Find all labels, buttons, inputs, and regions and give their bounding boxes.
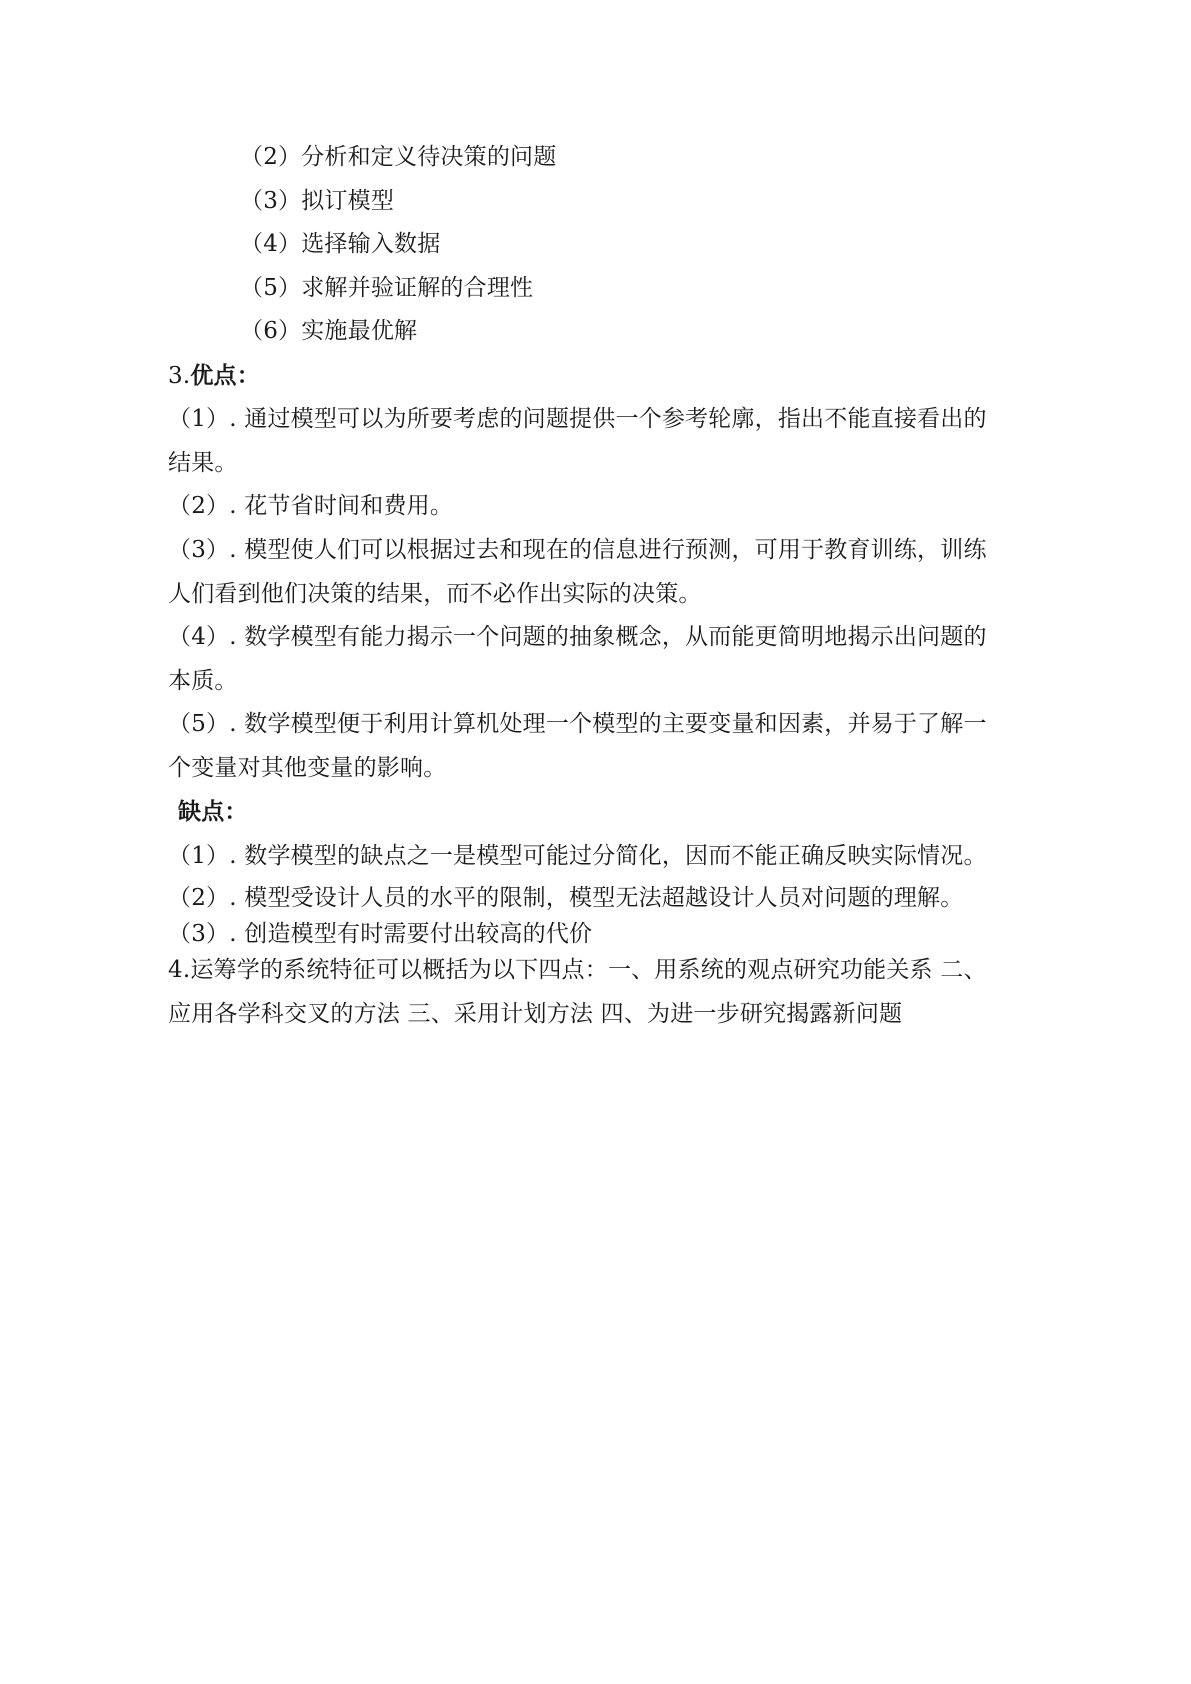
section4-line: 4.运筹学的系统特征可以概括为以下四点：一、用系统的观点研究功能关系 二、 [168,957,987,983]
advantage-line: （4）. 数学模型有能力揭示一个问题的抽象概念，从而能更简明地揭示出问题的 [168,624,987,650]
advantage-line: 人们看到他们决策的结果，而不必作出实际的决策。 [168,581,702,607]
advantage-line: （3）. 模型使人们可以根据过去和现在的信息进行预测，可用于教育训练，训练 [168,537,987,563]
section-number: 3. [168,363,191,389]
step-item: （2）分析和定义待决策的问题 [240,144,557,170]
step-item: （5）求解并验证解的合理性 [240,275,534,301]
advantage-line: （2）. 花节省时间和费用。 [168,493,454,519]
advantage-line: （5）. 数学模型便于利用计算机处理一个模型的主要变量和因素，并易于了解一 [168,711,987,737]
disadvantage-line: （3）. 创造模型有时需要付出较高的代价 [168,921,593,947]
section4-line: 应用各学科交叉的方法 三、采用计划方法 四、为进一步研究揭露新问题 [168,1001,903,1027]
advantage-line: （1）. 通过模型可以为所要考虑的问题提供一个参考轮廓，指出不能直接看出的 [168,406,987,432]
step-item: （4）选择输入数据 [240,231,441,257]
advantage-line: 本质。 [168,668,238,694]
advantages-heading [168,361,260,391]
disadvantage-line: （1）. 数学模型的缺点之一是模型可能过分简化，因而不能正确反映实际情况。 [168,843,987,869]
advantages-title: 优点： [190,362,260,389]
advantage-line: 个变量对其他变量的影响。 [168,755,447,781]
advantage-line: 结果。 [168,450,238,476]
step-item: （6）实施最优解 [240,318,418,344]
step-item: （3）拟订模型 [240,188,395,214]
disadvantage-line: （2）. 模型受设计人员的水平的限制，模型无法超越设计人员对问题的理解。 [168,885,964,911]
disadvantages-heading: 缺点： [178,798,248,825]
